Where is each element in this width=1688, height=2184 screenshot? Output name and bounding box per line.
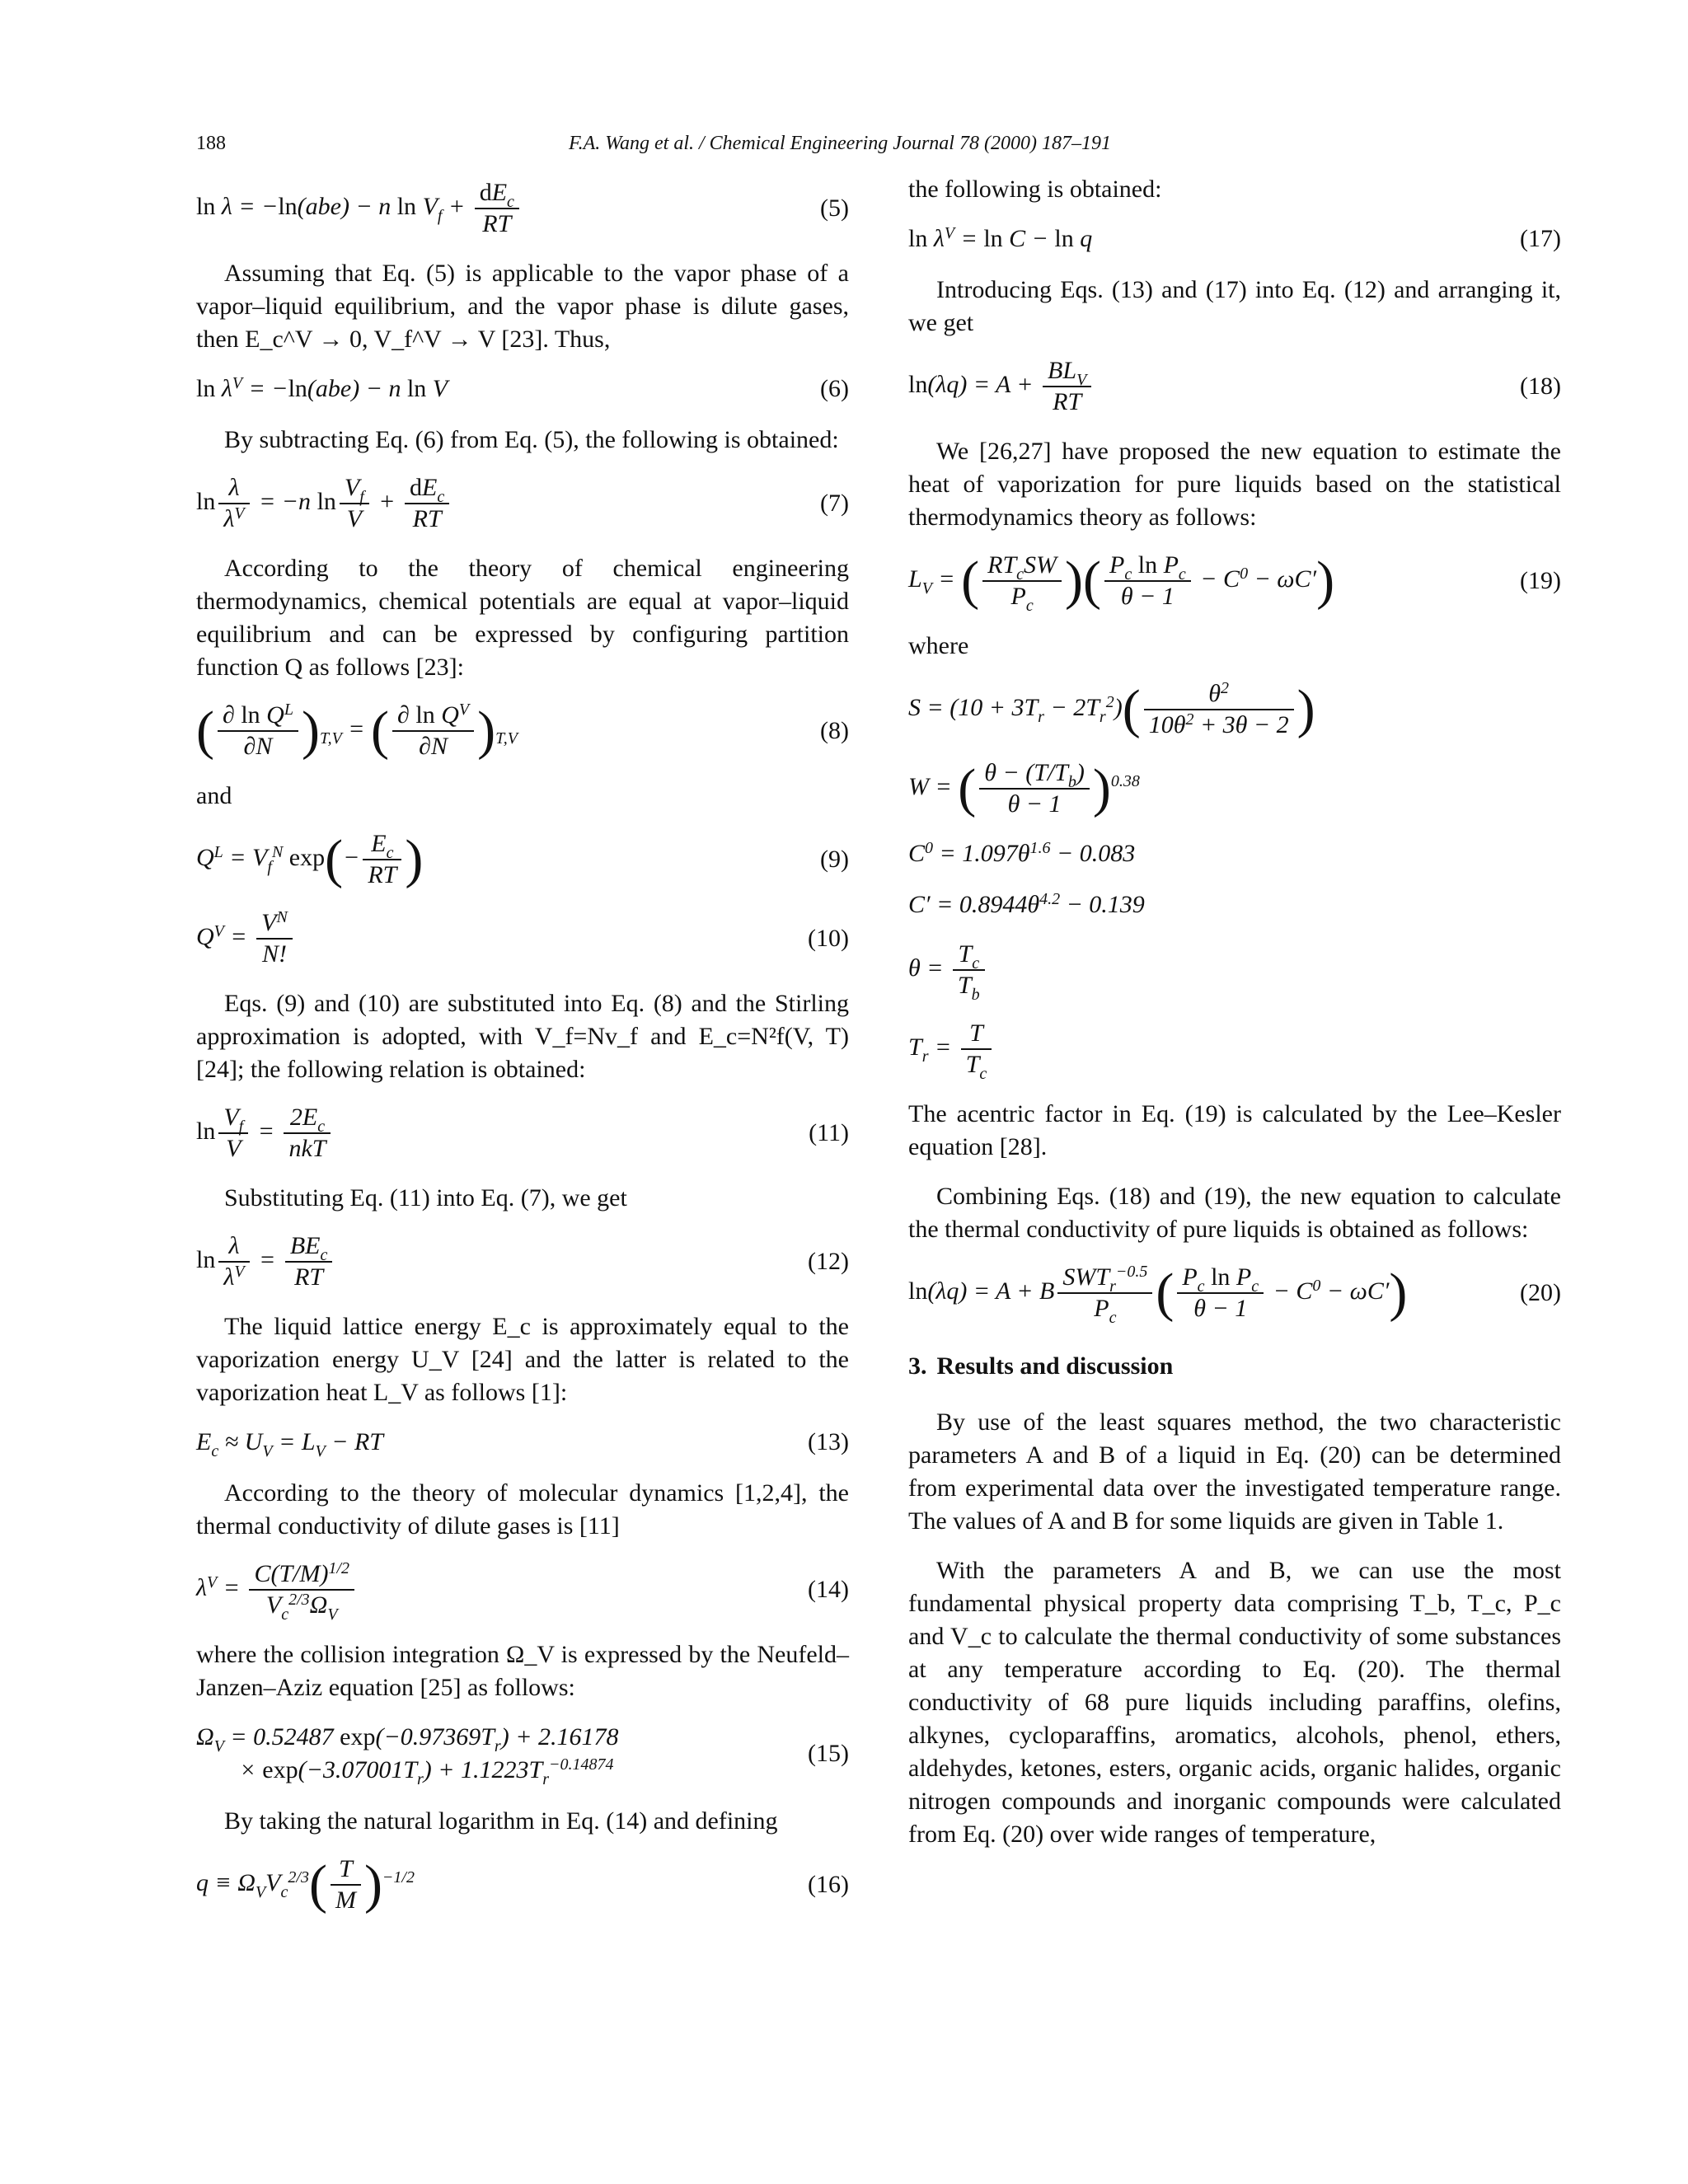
paragraph: where the collision integration Ω_V is expressed by the Neufeld–Janzen–Aziz equation [25] as follows: [196, 1641, 849, 1701]
section-title: Results and discussion [936, 1352, 1174, 1380]
paragraph: Assuming that Eq. (5) is applicable to the vapor phase of a vapor–liquid equilibrium, and the vapor phase is dilute gases, then E_c^V → 0, V_f^V → V [23]. Thus, [196, 260, 849, 353]
paragraph: By taking the natural logarithm in Eq. (14) and defining [224, 1807, 778, 1835]
equation-13: $E_c \approx U_V = L_V$ − RT (13) [196, 1426, 849, 1459]
paragraph: Introducing Eqs. (13) and (17) into Eq. (12) and arranging it, we get [908, 276, 1561, 336]
equation-tr: $T_r$ = $\frac{T}{T_c}$ [908, 1019, 1561, 1080]
equation-19: $L_V$ = ( $\frac{RT_cSW}{P_c}$ )( $\frac{P_c \ln P_c}{\theta - 1}$ − $C^0 - \omega C'$) (19) [908, 551, 1561, 615]
equation-s: $S = (10 + 3T_r - 2T_r^2)$( $\frac{\theta^2}{10\theta^2 + 3\theta - 2}$ ) [908, 679, 1315, 739]
equation-9: $Q^L = V_f^N$ exp(− $\frac{E_c}{RT}$ ) (9) [196, 829, 849, 889]
equation-number: (19) [1520, 567, 1561, 594]
equation-12: ln $\frac{\lambda}{\lambda^V}$ = $\frac{BE_c}{RT}$ (12) [196, 1232, 849, 1291]
equation-number: (13) [808, 1428, 849, 1455]
paragraph: By subtracting Eq. (6) from Eq. (5), the following is obtained: [224, 426, 839, 453]
paragraph: With the parameters A and B, we can use the most fundamental physical property data comprising T_b, T_c, P_c and V_c to calculate the thermal conductivity of some substances at any temperature according to Eq. (20). The thermal conductivity of 68 pure liquids including paraffins, olefins, alkynes, cycloparaffins, aromatics, alcohols, phenol, ethers, aldehydes, ketones, esters, organic acids, organic halides, organic nitrogen compounds and inorganic compounds were calculated from Eq. (20) over wide ranges of temperature, [908, 1557, 1561, 1848]
paragraph: Substituting Eq. (11) into Eq. (7), we get [224, 1184, 627, 1212]
paragraph: We [26,27] have proposed the new equation to estimate the heat of vaporization for pure liquids based on the statistical thermodynamics theory as follows: [908, 438, 1561, 531]
equation-number: (14) [808, 1576, 849, 1603]
paragraph: According to the theory of chemical engineering thermodynamics, chemical potentials are equal at vapor–liquid equilibrium and can be expressed by configuring partition function Q as follows [23]: [196, 555, 849, 681]
equation-8: ( $\frac{\partial \ln Q^L}{\partial N}$ )$_{T,V}$ = ( $\frac{\partial \ln Q^V}{\partial N}$ )$_{T,V}$ (8) [196, 701, 849, 761]
paragraph: Eqs. (9) and (10) are substituted into Eq. (8) and the Stirling approximation is adopted, with V_f=Nv_f and E_c=N²f(V, T) [24]; the following relation is obtained: [196, 990, 849, 1083]
equation-number: (10) [808, 925, 849, 952]
equation-w: W = ( $\frac{\theta - (T/T_b)}{\theta - 1}$ )$^{0.38}$ [908, 758, 1140, 818]
equation-14: $\lambda^V$ = $\frac{C(T/M)^{1/2}}{V_c^{2/3}\Omega_V}$ (14) [196, 1559, 849, 1624]
equation-number: (12) [808, 1248, 849, 1275]
equation-number: (20) [1520, 1279, 1561, 1306]
equation-number: (5) [820, 194, 849, 222]
equation-number: (11) [809, 1119, 849, 1146]
equation-17: $\ln \lambda^V = \ln C - \ln q$ (17) [908, 223, 1561, 255]
paragraph: Combining Eqs. (18) and (19), the new equation to calculate the thermal conductivity of pure liquids is obtained as follows: [908, 1183, 1561, 1243]
paragraph: The liquid lattice energy E_c is approximately equal to the vaporization energy U_V [24] and the latter is related to the vaporization heat L_V as follows [1]: [196, 1313, 849, 1406]
equation-c0: $C^0 = 1.097\theta^{1.6} - 0.083$ [908, 839, 1136, 867]
equation-5: ln λ = −ln(abe) − n $\ln V_f$ + $\frac{dE_c}{RT}$ (5) [196, 179, 849, 237]
equation-number: (15) [808, 1740, 849, 1767]
running-head: F.A. Wang et al. / Chemical Engineering Journal 78 (2000) 187–191 [569, 133, 1111, 154]
equation-number: (7) [820, 490, 849, 517]
section-heading [908, 1350, 1561, 1383]
equation-11: ln $\frac{V_f}{V}$ = $\frac{2E_c}{\text{nkT}}$ (11) [196, 1104, 849, 1162]
equation-theta: θ = $\frac{T_c}{T_b}$ [908, 940, 1561, 1001]
equation-c-prime: $C' = 0.8944\theta^{4.2} - 0.139$ [908, 890, 1145, 918]
equation-number: (9) [820, 846, 849, 873]
equation-20: ln(λq) = A + B $\frac{SWT_r^{-0.5}}{P_c}$ ( $\frac{P_c \ln P_c}{\theta - 1}$ − $C^0 - \omega C'$) (20) [908, 1263, 1561, 1327]
equation-number: (18) [1520, 373, 1561, 400]
left-column [196, 173, 849, 1933]
equation-10: $Q^V$ = $\frac{V^N}{N!}$ (10) [196, 908, 849, 968]
paragraph: The acentric factor in Eq. (19) is calculated by the Lee–Kesler equation [28]. [908, 1100, 1561, 1160]
equation-16: $q \equiv \Omega_VV_c^{2/3}$( $\frac{T}{M}$ )$^{-1/2}$ (16) [196, 1854, 849, 1915]
equation-6: $\ln \lambda^V = -\ln(abe) - n$ ln V (6) [196, 373, 849, 405]
equation-7: ln $\frac{\lambda}{\lambda^V}$ = −n ln $\frac{V_f}{V}$ + $\frac{dE_c}{RT}$ (7) [196, 474, 849, 532]
equation-18: ln(λq) = A + $\frac{BL_V}{RT}$ (18) [908, 357, 1561, 415]
equation-number: (6) [820, 375, 849, 402]
paragraph: and [196, 782, 232, 809]
equation-number: (17) [1520, 225, 1561, 252]
paragraph: According to the theory of molecular dynamics [1,2,4], the thermal conductivity of dilute gases is [11] [196, 1479, 849, 1540]
section-number: 3. [908, 1352, 927, 1380]
equation-number: (8) [820, 717, 849, 744]
paragraph: the following is obtained: [908, 176, 1162, 203]
page-number: 188 [196, 133, 226, 154]
equation-number: (16) [808, 1871, 849, 1898]
paragraph: By use of the least squares method, the two characteristic parameters A and B of a liquid in Eq. (20) can be determined from experimental data over the investigated temperature range. The values of A and B for some liquids are given in Table 1. [908, 1408, 1561, 1535]
right-column [908, 173, 1561, 1868]
equation-15: $\Omega_V = 0.52487$ $\exp(-0.97369T_r) + 2.16178$ × $\exp(-3.07001T_r) + 1.1223T_r^{-0.14874}$ (15) [196, 1723, 849, 1788]
paragraph: where [908, 632, 969, 659]
